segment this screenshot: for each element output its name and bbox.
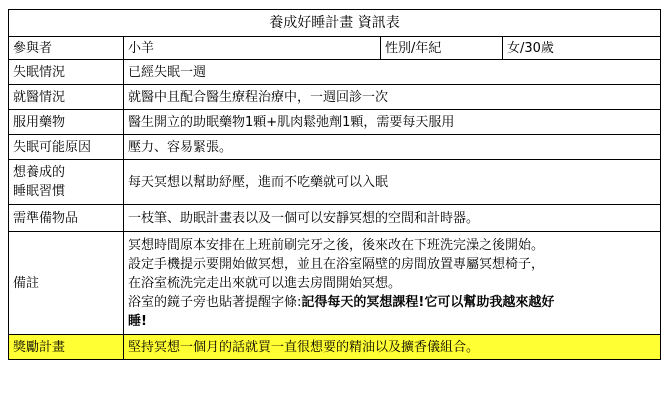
- notes-line3: 在浴室梳洗完走出來就可以進去房間開始冥想。: [128, 275, 402, 291]
- habit-label: [9, 160, 124, 205]
- habit-label-line2: 睡眠習慣: [13, 184, 66, 199]
- notes-label: 備註: [9, 232, 124, 335]
- title-row: [9, 10, 661, 37]
- habit-label-line1: 想養成的: [13, 165, 66, 180]
- reward-value: 堅持冥想一個月的話就買一直很想要的精油以及擴香儀組合。: [124, 335, 661, 360]
- notes-line1: 冥想時間原本安排在上班前刷完牙之後，後來改在下班洗完澡之後開始。: [128, 237, 545, 253]
- notes-reminder-intro: 浴室的鏡子旁也貼著提醒字條:: [128, 294, 302, 310]
- sheet-title: 養成好睡計畫 資訊表: [9, 10, 661, 37]
- participant-value: 小羊: [124, 37, 381, 60]
- gender-age-value: 女/30歲: [503, 37, 661, 60]
- medication-value: 醫生開立的助眠藥物1顆+肌肉鬆弛劑1顆，需要每天服用: [124, 110, 661, 135]
- reward-row: [9, 335, 661, 360]
- notes-row: [9, 232, 661, 335]
- notes-line5: 睡!: [128, 313, 147, 329]
- notes-line2: 設定手機提示要開始做冥想，並且在浴室隔壁的房間放置專屬冥想椅子，: [128, 256, 545, 272]
- habit-value: 每天冥想以幫助紓壓，進而不吃藥就可以入眠: [124, 160, 661, 205]
- gender-age-label: 性別/年紀: [381, 37, 503, 60]
- supplies-value: 一枝筆、助眠計畫表以及一個可以安靜冥想的空間和計時器。: [124, 205, 661, 232]
- info-table: [8, 9, 661, 360]
- medication-label: 服用藥物: [9, 110, 124, 135]
- habit-row: [9, 160, 661, 205]
- medical-row: [9, 85, 661, 110]
- notes-value: [124, 232, 661, 335]
- cause-label: 失眠可能原因: [9, 135, 124, 160]
- notes-reminder-text: 記得每天的冥想課程!它可以幫助我越來越好: [301, 294, 555, 310]
- insomnia-label: 失眠情況: [9, 60, 124, 85]
- info-sheet: [8, 9, 660, 360]
- participant-label: 參與者: [9, 37, 124, 60]
- cause-value: 壓力、容易緊張。: [124, 135, 661, 160]
- medication-row: [9, 110, 661, 135]
- participant-row: [9, 37, 661, 60]
- medical-label: 就醫情況: [9, 85, 124, 110]
- insomnia-value: 已經失眠一週: [124, 60, 661, 85]
- supplies-row: [9, 205, 661, 232]
- insomnia-row: [9, 60, 661, 85]
- medical-value: 就醫中且配合醫生療程治療中，一週回診一次: [124, 85, 661, 110]
- reward-label: 獎勵計畫: [9, 335, 124, 360]
- supplies-label: 需準備物品: [9, 205, 124, 232]
- cause-row: [9, 135, 661, 160]
- notes-line4: [128, 293, 656, 312]
